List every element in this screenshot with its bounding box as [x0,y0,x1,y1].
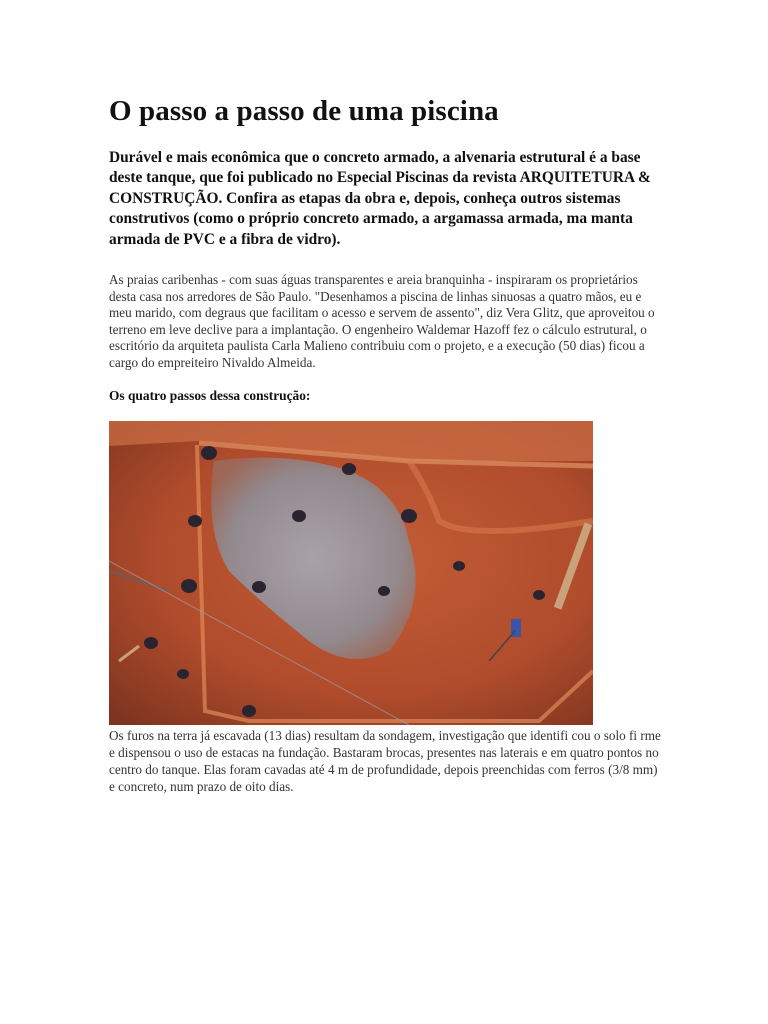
lead-paragraph: Durável e mais econômica que o concreto armado, a alvenaria estrutural é a base deste tanque, que foi publicado no Especial Piscinas da revista ARQUITETURA & CONSTRUÇÃO. Confira as etapas da obra e, depois, conheça outros sistemas construtivos (como o próprio concreto armado, a argamassa armada, ma manta armada de PVC e a fibra de vidro). [109,149,651,248]
body-paragraph: As praias caribenhas - com suas águas transparentes e areia branquinha - inspiraram os proprietários desta casa nos arredores de São Paulo. "Desenhamos a piscina de linhas sinuosas a quatro mãos, eu e meu marido, com degraus que facilitam o acesso e servem de assento", diz Vera Glitz, que aproveitou o terreno em leve declive para a implantação. O engenheiro Waldemar Hazoff fez o cálculo estrutural, o escritório da arquiteta paulista Carla Malieno contribuiu com o projeto, e a execução (50 dias) ficou a cargo do empreiteiro Nivaldo Almeida. [109,272,655,370]
excavation-photo [109,421,593,725]
page-title: O passo a passo de uma piscina [109,95,499,127]
section-heading: Os quatro passos dessa construção: [109,387,311,403]
photo-caption: Os furos na terra já escavada (13 dias) resultam da sondagem, investigação que identifi cou o solo fi rme e dispensou o uso de estacas na fundação. Bastaram brocas, presentes nas laterais e em quatro pontos no centro do tanque. Elas foram cavadas até 4 m de profundidade, depois preenchidas com ferros (3/8 mm) e concreto, num prazo de oito dias. [109,727,661,794]
article [109,92,665,795]
